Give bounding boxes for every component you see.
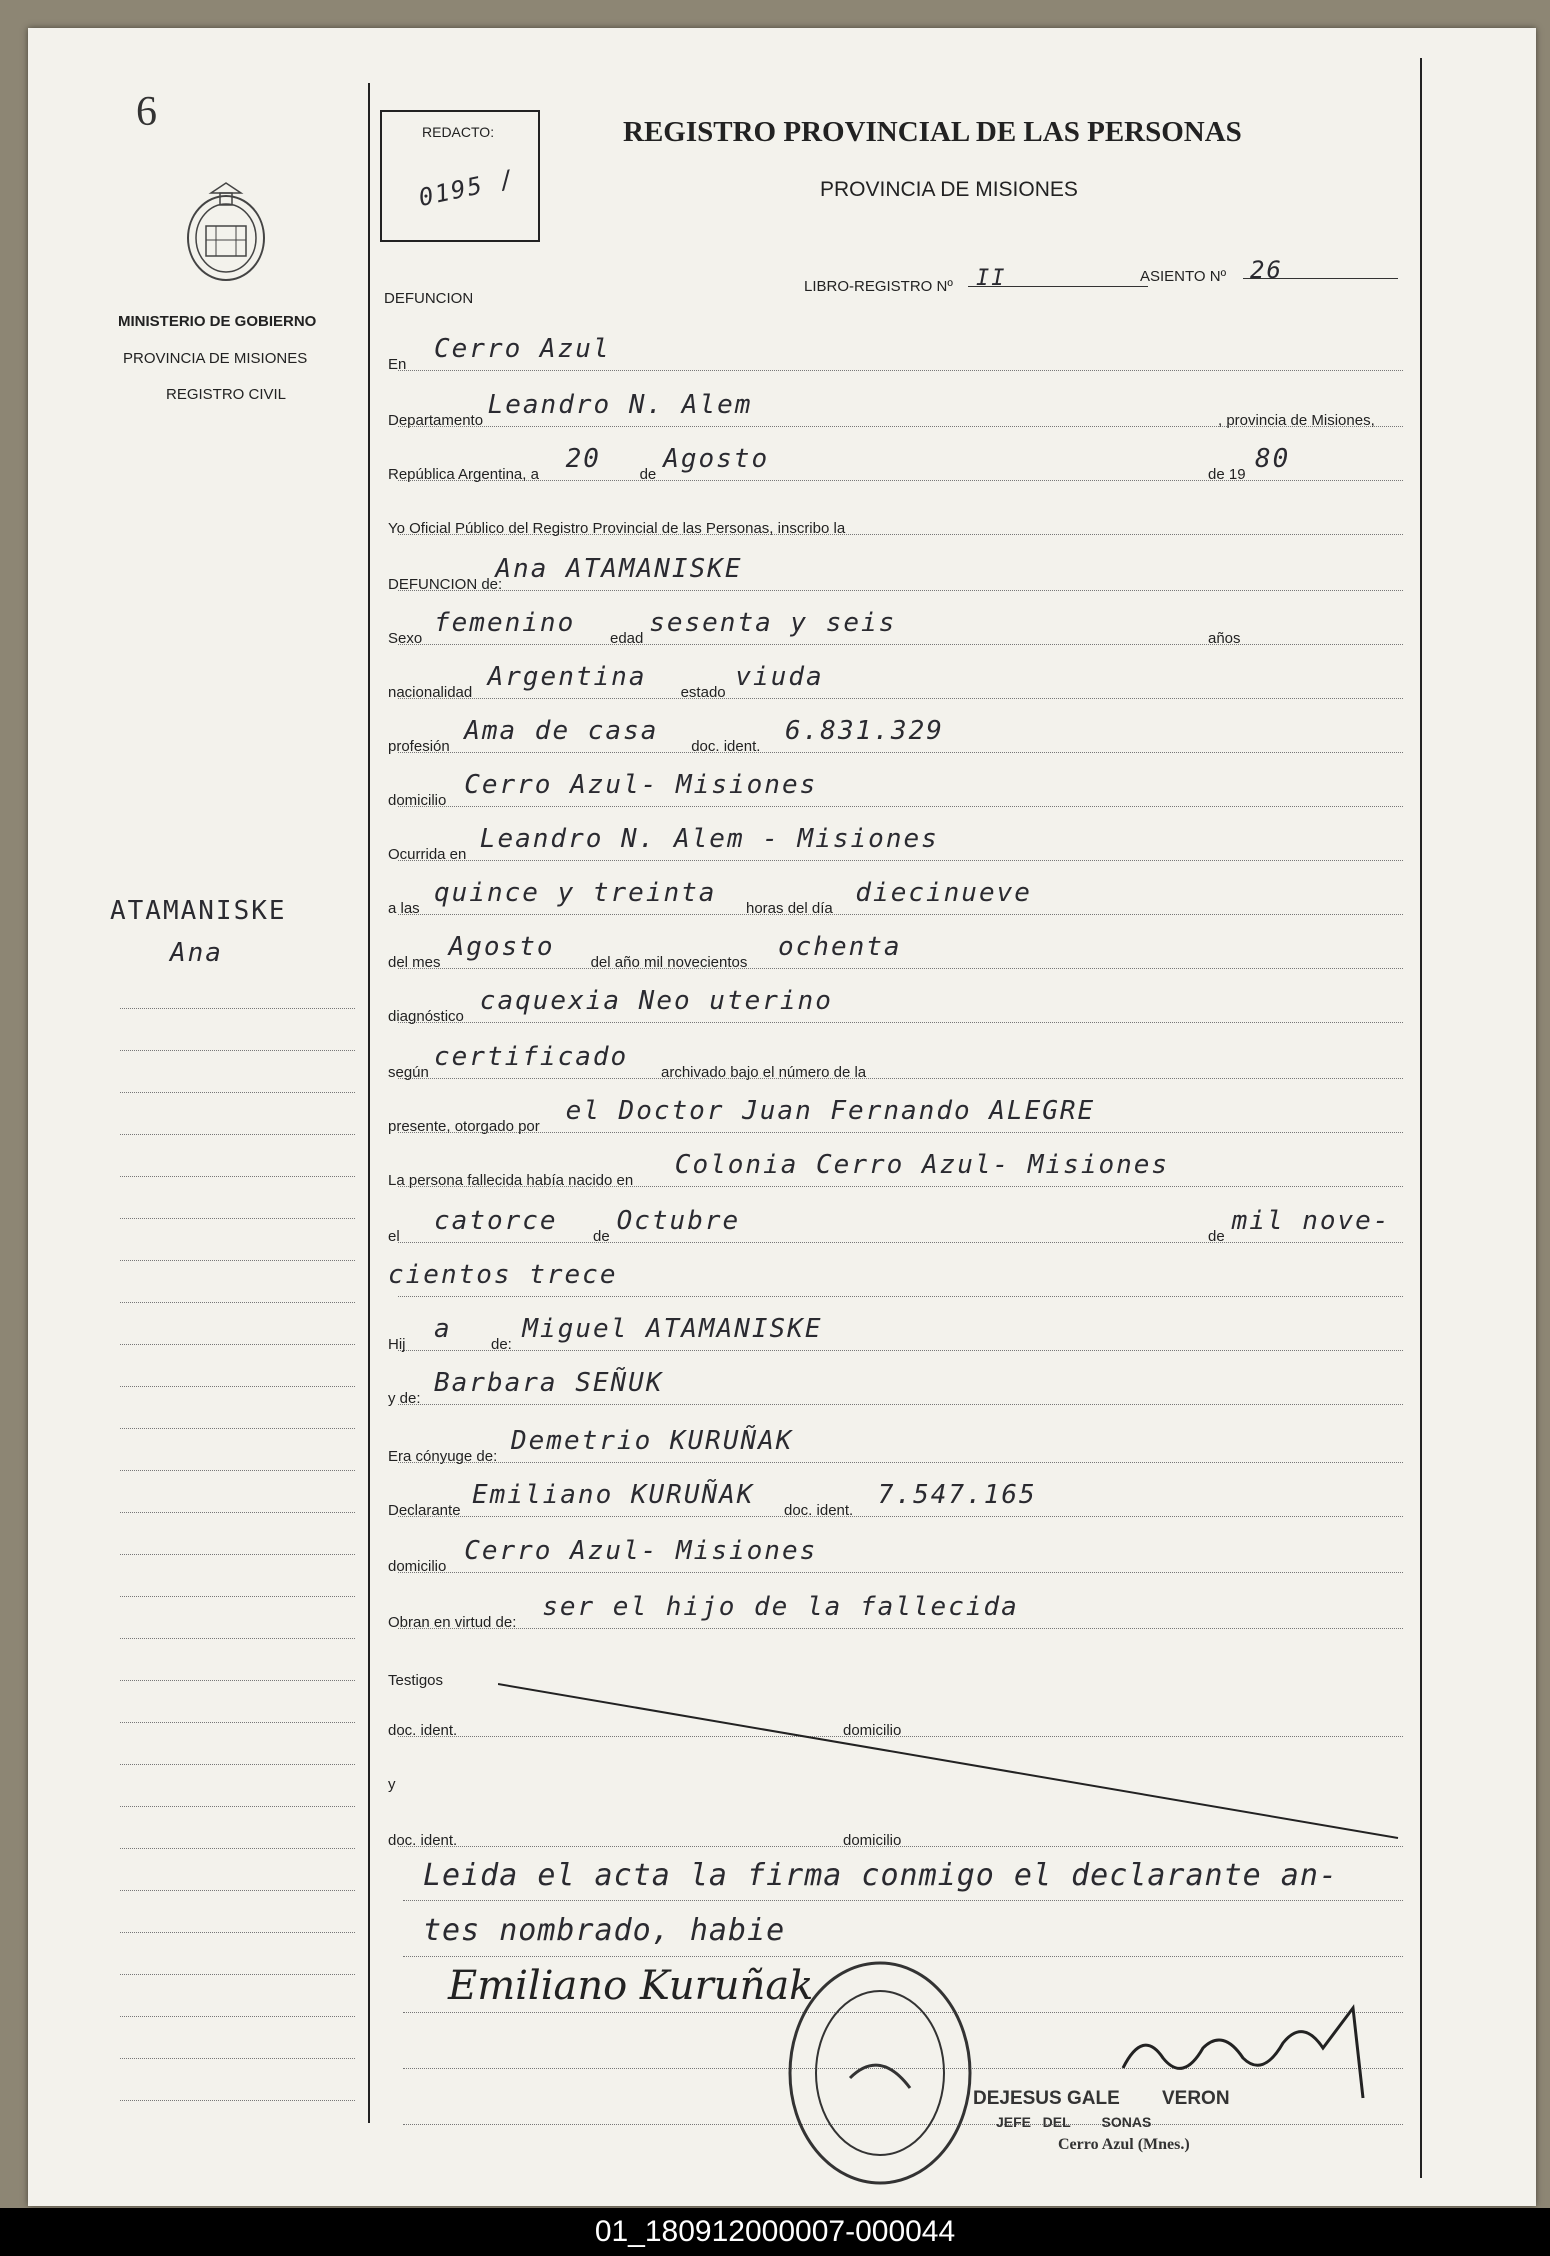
row-underline — [398, 370, 1403, 371]
margin-line — [120, 1848, 355, 1849]
row-value: caquexia Neo uterino — [479, 986, 833, 1016]
row-label: nacionalidad — [388, 684, 473, 701]
margin-line — [120, 1428, 355, 1429]
row-value-2: Agosto — [663, 444, 770, 474]
row-label: Hij — [388, 1336, 406, 1353]
row-value-2: Octubre — [616, 1206, 741, 1236]
province-label: PROVINCIA DE MISIONES — [123, 350, 308, 367]
row-label: Testigos — [388, 1672, 444, 1689]
margin-line — [120, 1386, 355, 1387]
row-underline — [398, 1628, 1403, 1629]
row-underline — [398, 644, 1403, 645]
document-page — [28, 28, 1536, 2206]
margin-line — [120, 1008, 355, 1009]
row-value: Ana ATAMANISKE — [495, 554, 743, 584]
row-label: domicilio — [388, 792, 447, 809]
row-value-2: 6.831.329 — [785, 716, 944, 746]
row-label: a las — [388, 900, 420, 917]
row-underline — [398, 1132, 1403, 1133]
row-underline — [398, 1022, 1403, 1023]
row-value: Ama de casa — [464, 716, 659, 746]
officer-line-1: DEJESUS GALE VERON — [973, 2088, 1230, 2109]
row-value-2: sesenta y seis — [649, 608, 897, 638]
row-underline — [398, 1572, 1403, 1573]
row-label: Departamento — [388, 412, 484, 429]
row-suffix: , provincia de Misiones, — [1218, 412, 1375, 429]
row-label-2: estado — [680, 684, 726, 701]
row-underline — [398, 590, 1403, 591]
row-label-2: domicilio — [843, 1722, 902, 1739]
row-value: Argentina — [487, 662, 647, 692]
registry-title: REGISTRO PROVINCIAL DE LAS PERSONAS — [623, 116, 1242, 148]
registry-label: REGISTRO CIVIL — [166, 386, 287, 403]
coat-of-arms-icon — [176, 178, 276, 288]
row-label: presente, otorgado por — [388, 1118, 540, 1135]
row-label: República Argentina, a — [388, 466, 539, 483]
row-label-2: edad — [610, 630, 644, 647]
row-underline — [398, 1078, 1403, 1079]
row-label: del mes — [388, 954, 441, 971]
margin-line — [120, 1302, 355, 1303]
row-label: según — [388, 1064, 429, 1081]
libro-line — [968, 286, 1148, 287]
row-label-3: de — [1208, 1228, 1225, 1245]
row-underline — [398, 1516, 1403, 1517]
margin-line — [120, 1638, 355, 1639]
row-value: Colonia Cerro Azul- Misiones — [674, 1150, 1170, 1180]
row-underline — [398, 752, 1403, 753]
margin-line — [120, 1134, 355, 1135]
defuncion-label: DEFUNCION — [384, 290, 474, 307]
row-value: Demetrio KURUÑAK — [511, 1426, 794, 1456]
row-label-2: del año mil novecientos — [590, 954, 748, 971]
redacto-box — [380, 110, 540, 242]
row-label: En — [388, 356, 407, 373]
closing-dots-2 — [403, 1956, 1403, 1957]
row-label-2: domicilio — [843, 1832, 902, 1849]
row-label: Sexo — [388, 630, 423, 647]
row-label-2: horas del día — [746, 900, 833, 917]
closing-line-2: tes nombrado, habie — [423, 1913, 786, 1948]
margin-line — [120, 2058, 355, 2059]
row-value: Cerro Azul- Misiones — [464, 1536, 818, 1566]
row-underline — [398, 860, 1403, 861]
margin-line — [120, 1722, 355, 1723]
registry-subtitle: PROVINCIA DE MISIONES — [820, 178, 1078, 201]
margin-line — [120, 1512, 355, 1513]
margin-line — [120, 1470, 355, 1471]
libro-label: LIBRO-REGISTRO Nº — [804, 278, 953, 295]
row-underline — [398, 914, 1403, 915]
row-label: doc. ident. — [388, 1832, 458, 1849]
libro-value: II — [976, 266, 1007, 291]
row-label: domicilio — [388, 1558, 447, 1575]
row-label: Obran en virtud de: — [388, 1614, 517, 1631]
row-value: ser el hijo de la fallecida — [542, 1592, 1019, 1622]
row-underline — [398, 480, 1403, 481]
row-label-2: de — [639, 466, 657, 483]
margin-line — [120, 1806, 355, 1807]
row-underline — [398, 1242, 1403, 1243]
margin-line — [120, 1932, 355, 1933]
row-value: catorce — [434, 1206, 558, 1236]
row-underline — [398, 1404, 1403, 1405]
asiento-label: ASIENTO Nº — [1140, 268, 1227, 285]
row-label: y — [388, 1776, 396, 1793]
row-label: Era cónyuge de: — [388, 1448, 498, 1465]
row-underline — [398, 1296, 1403, 1297]
row-value-2: viuda — [735, 662, 824, 692]
margin-line — [120, 1260, 355, 1261]
row-label: La persona fallecida había nacido en — [388, 1172, 634, 1189]
row-label: profesión — [388, 738, 450, 755]
margin-line — [120, 1680, 355, 1681]
margin-line — [120, 1050, 355, 1051]
witness-strike-line — [498, 1678, 1550, 1878]
ministry-label: MINISTERIO DE GOBIERNO — [118, 313, 317, 330]
row-label: DEFUNCION de: — [388, 576, 503, 593]
margin-line — [120, 1596, 355, 1597]
row-value: Leandro N. Alem - Misiones — [479, 824, 939, 854]
row-label: Declarante — [388, 1502, 461, 1519]
redacto-label: REDACTO: — [422, 124, 495, 140]
row-value: el Doctor Juan Fernando ALEGRE — [565, 1096, 1096, 1126]
row-underline — [398, 1350, 1403, 1351]
closing-dots-1 — [403, 1900, 1403, 1901]
row-label: doc. ident. — [388, 1722, 458, 1739]
row-label-3: de 19 — [1208, 466, 1246, 483]
margin-surname: ATAMANISKE — [110, 896, 287, 926]
row-value: certificado — [434, 1042, 629, 1072]
asiento-line — [1243, 278, 1398, 279]
margin-given-name: Ana — [170, 938, 223, 968]
row-value: Cerro Azul- Misiones — [464, 770, 818, 800]
row-value: a — [434, 1314, 452, 1344]
file-id-footer: 01_180912000007-000044 — [0, 2208, 1550, 2256]
row-underline — [398, 698, 1403, 699]
row-label: y de: — [388, 1390, 421, 1407]
margin-line — [120, 1218, 355, 1219]
asiento-value: 26 — [1250, 256, 1283, 284]
official-seal-icon — [780, 1958, 980, 2188]
row-value-3: 80 — [1255, 444, 1291, 474]
row-label-2: de — [593, 1228, 610, 1245]
margin-line — [120, 1974, 355, 1975]
row-value-2: Miguel ATAMANISKE — [522, 1314, 823, 1344]
margin-line — [120, 1554, 355, 1555]
row-label-2: doc. ident. — [691, 738, 761, 755]
row-label: el — [388, 1228, 400, 1245]
row-value: Emiliano KURUÑAK — [472, 1480, 755, 1510]
declarant-signature: Emiliano Kuruñak — [448, 1963, 814, 2009]
row-value-2: diecinueve — [855, 878, 1032, 908]
row-label-2: archivado bajo el número de la — [661, 1064, 867, 1081]
row-value: quince y treinta — [434, 878, 717, 908]
margin-line — [120, 2100, 355, 2101]
row-label: diagnóstico — [388, 1008, 464, 1025]
redacto-value: 0195 / — [416, 164, 519, 212]
margin-line — [120, 1764, 355, 1765]
row-label-2: doc. ident. — [784, 1502, 854, 1519]
row-underline — [398, 806, 1403, 807]
row-value: 20 — [565, 444, 601, 474]
row-label-2: de: — [491, 1336, 512, 1353]
margin-line — [120, 2016, 355, 2017]
row-value: Leandro N. Alem — [487, 390, 753, 420]
row-value: Barbara SEÑUK — [434, 1368, 664, 1398]
officer-line-3: Cerro Azul (Mnes.) — [1058, 2136, 1190, 2153]
row-value: cientos trece — [388, 1260, 618, 1290]
row-underline — [398, 968, 1403, 969]
page-number: 6 — [136, 89, 157, 135]
officer-line-2: JEFE DEL SONAS — [996, 2114, 1152, 2130]
row-label: Yo Oficial Público del Registro Provincial de las Personas, inscribo la — [388, 520, 846, 537]
margin-line — [120, 1890, 355, 1891]
margin-line — [120, 1092, 355, 1093]
closing-line-1: Leida el acta la firma conmigo el declarante an- — [423, 1858, 1338, 1893]
row-value-3: mil nove- — [1231, 1206, 1391, 1236]
margin-line — [120, 1176, 355, 1177]
row-value-2: 7.547.165 — [877, 1480, 1037, 1510]
row-label-3: años — [1208, 630, 1241, 647]
row-label: Ocurrida en — [388, 846, 467, 863]
row-value-2: ochenta — [778, 932, 902, 962]
row-value: femenino — [434, 608, 576, 638]
row-value: Cerro Azul — [434, 334, 611, 364]
margin-line — [120, 1344, 355, 1345]
row-value: Agosto — [448, 932, 555, 962]
row-underline — [398, 1462, 1403, 1463]
column-divider — [368, 83, 370, 2123]
